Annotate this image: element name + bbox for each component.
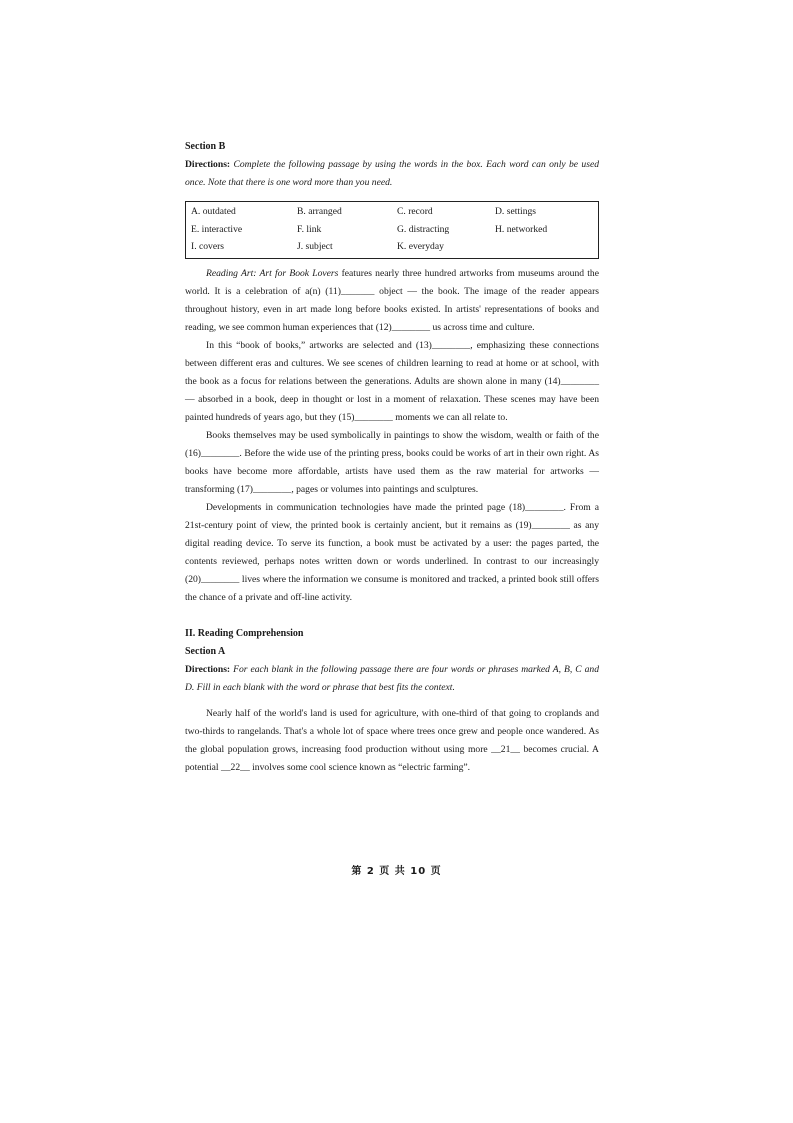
word-option: G. distracting — [397, 223, 450, 235]
word-option: F. link — [297, 223, 322, 235]
word-option: H. networked — [495, 223, 548, 235]
part-ii-heading: II. Reading Comprehension — [185, 627, 304, 639]
directions-label: Directions: — [185, 159, 231, 170]
page-number: 第 2 页 共 10 页 — [351, 866, 442, 877]
passage-paragraph-4: Developments in communication technologies have made the printed page (18)________. From a 21st-century point of view, the printed book is certainly ancient, but it remains as (19)________ as any digital reading device. To serve its function, a book must be activated by a user: the pages parted, the contents reviewed, perhaps notes written down or words underlined. In contrast to our increasingly (20)________ lives where the information we consume is monitored and tracked, a printed book still offers the chance of a private and off-line activity. — [185, 501, 599, 603]
word-option: A. outdated — [191, 206, 236, 217]
directions-text: Complete the following passage by using the words in the box. Each word can only be used once. Note that there is one word more than you need. — [185, 159, 599, 188]
spacer — [185, 607, 599, 625]
passage-paragraph-1 — [185, 265, 599, 337]
section-a-heading: Section A — [185, 645, 226, 657]
word-option: E. interactive — [191, 223, 243, 235]
cloze-paragraph-1: Nearly half of the world's land is used for agriculture, with one-third of that going to croplands and two-thirds to rangelands. That's a whole lot of space where trees once grew and people once wandered. As the global population grows, increasing food production without using more __21__ becomes crucial. A potential __22__ involves some cool science known as “electric farming”. — [185, 707, 599, 773]
passage-paragraph-3: Books themselves may be used symbolically in paintings to show the wisdom, wealth or faith of the (16)________. Before the wide use of the printing press, books could be works of art in their own right. As books have become more affordable, artists have used them as the raw material for artworks — transforming (17)________, pages or volumes into paintings and sculptures. — [185, 429, 599, 495]
directions-label: Directions: — [185, 663, 231, 675]
directions-text: For each blank in the following passage there are four words or phrases marked A, B, C and D. Fill in each blank with the word or phrase that best fits the context. — [185, 663, 599, 693]
book-title: Reading Art: Art for Book Lovers — [206, 267, 339, 279]
paragraph-text: features nearly three hundred artworks from museums around the world. It is a celebration of a(n) (11)_______ object — the book. The image of the reader appears throughout history, even in art made long before books existed. In artists' representations of books and reading, we see common human experiences that (12)________ us across time and culture. — [185, 267, 599, 333]
word-option: B. arranged — [297, 206, 342, 217]
word-option-empty — [490, 238, 600, 256]
page-content — [185, 138, 599, 777]
section-b-directions — [185, 156, 599, 192]
passage-paragraph-2: In this “book of books,” artworks are selected and (13)________, emphasizing these connections between different eras and cultures. We see scenes of children learning to read at home or at school, with the book as a focus for relations between the generations. Adults are shown alone in many (14)________ — absorbed in a book, deep in thought or lost in a moment of relaxation. These scenes may have been painted hundreds of years ago, but they (15)________ moments we can all relate to. — [185, 339, 599, 423]
word-box — [185, 201, 599, 259]
word-option: J. subject — [297, 241, 333, 252]
word-option: D. settings — [495, 206, 537, 217]
word-option: I. covers — [191, 241, 225, 252]
word-option: K. everyday — [397, 241, 444, 252]
word-option: C. record — [397, 206, 433, 217]
section-b-heading: Section B — [185, 141, 226, 152]
section-a-directions — [185, 661, 599, 697]
